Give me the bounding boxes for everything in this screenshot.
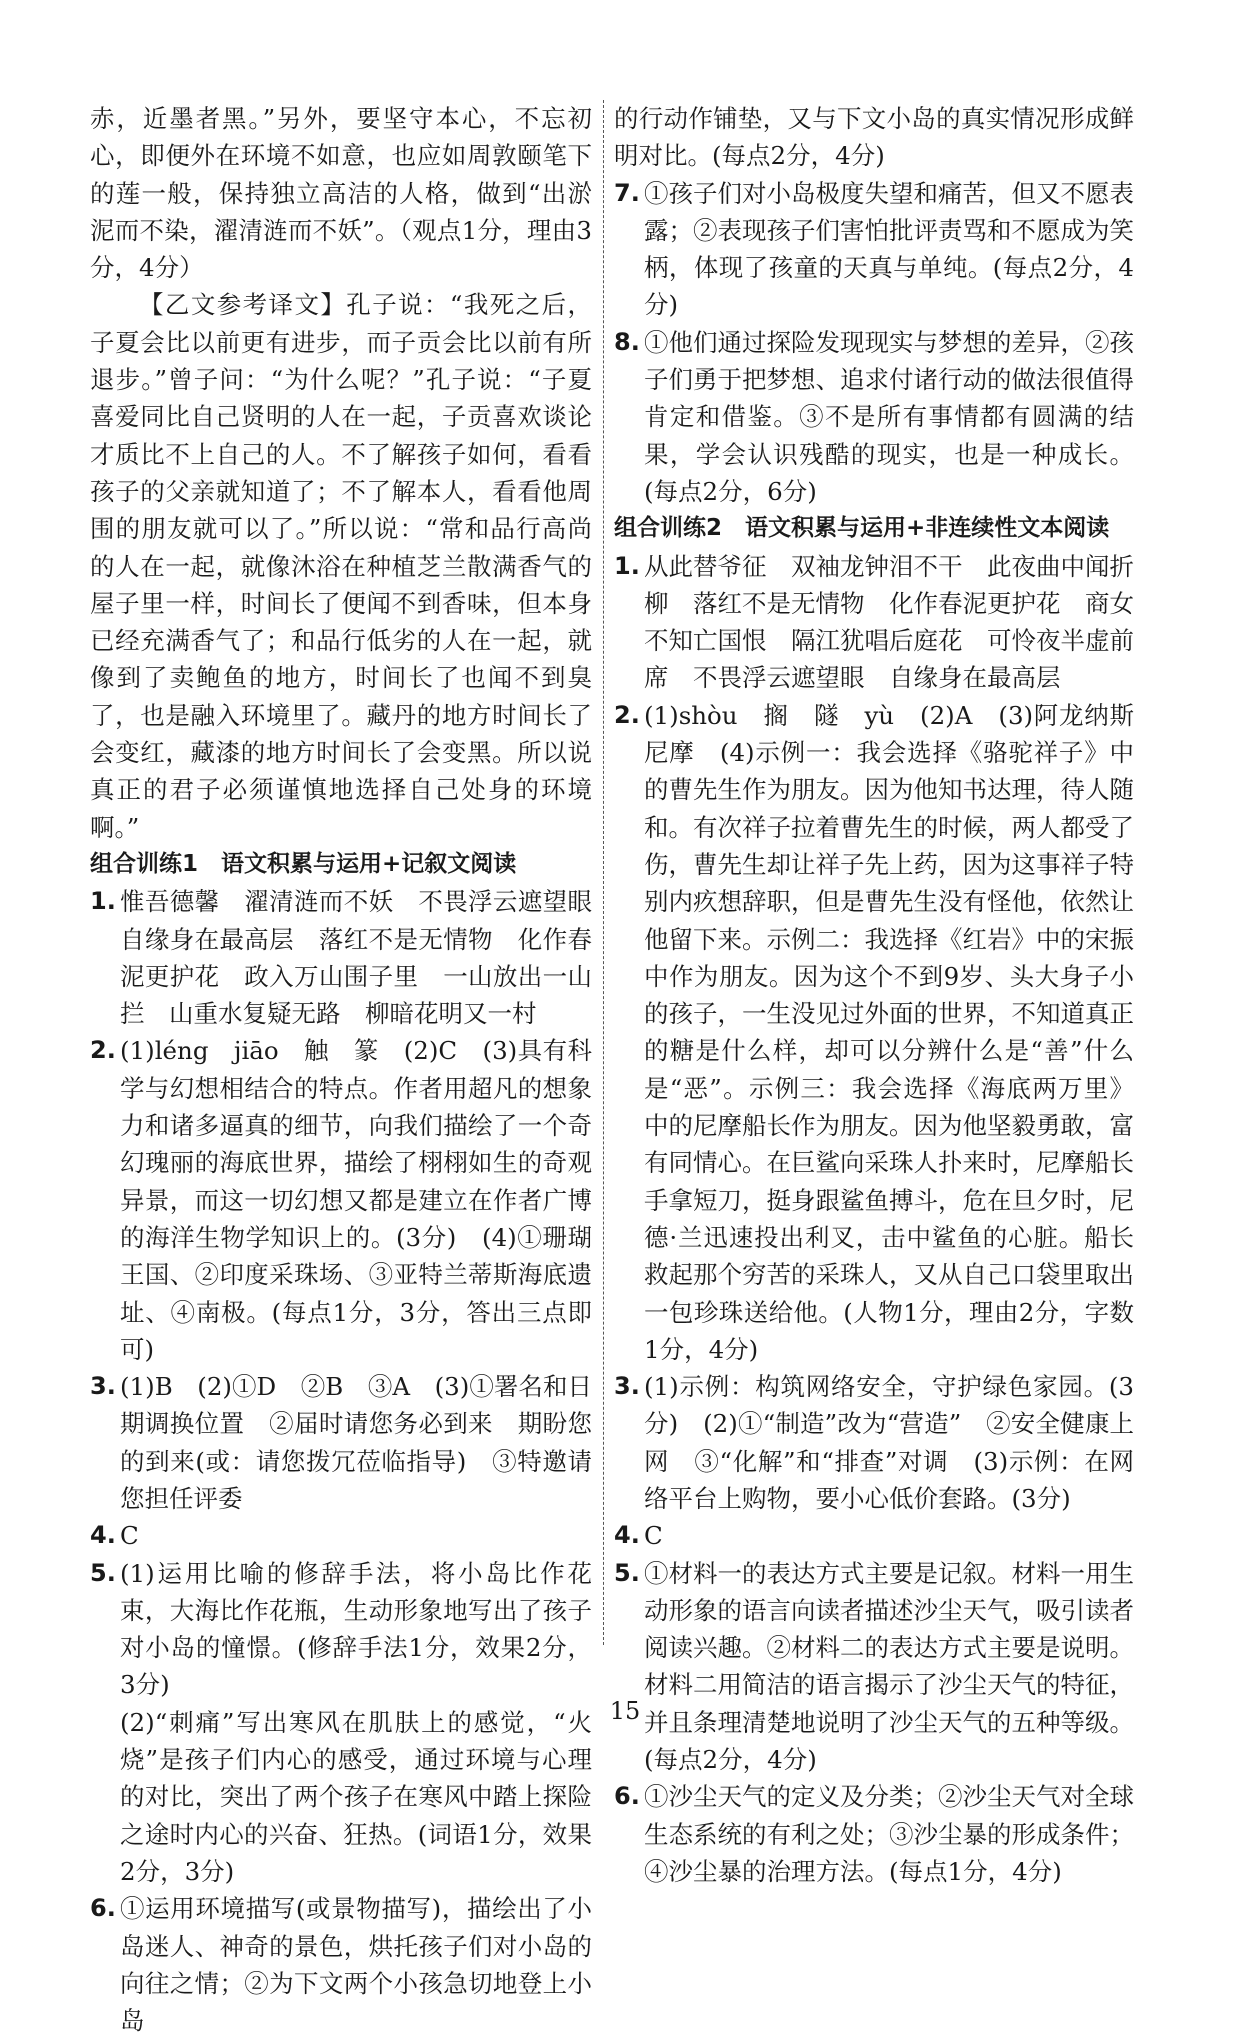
- answer-item: [614, 1517, 1134, 1554]
- answer-number: 4.: [614, 1521, 640, 1550]
- section-title-2: 组合训练2 语文积累与运用+非连续性文本阅读: [614, 515, 1110, 542]
- answer-number: 2.: [90, 1036, 116, 1065]
- right-column: [614, 100, 1159, 1890]
- answer-item: [90, 1517, 592, 1554]
- answer-number: 3.: [614, 1372, 640, 1401]
- page-number: 15: [609, 1697, 641, 1725]
- answer-number: 3.: [90, 1372, 116, 1401]
- answer-text: ①他们通过探险发现现实与梦想的差异，②孩子们勇于把梦想、追求付诸行动的做法很值得肯定和借鉴。③不是所有事情都有圆满的结果，学会认识残酷的现实，也是一种成长。(每点2分，6分): [644, 327, 1134, 506]
- continuation-text: 的行动作铺垫，又与下文小岛的真实情况形成鲜明对比。(每点2分，4分): [614, 104, 1134, 171]
- column-divider: [603, 100, 604, 1645]
- answer-list: [614, 175, 1134, 511]
- translation-text: 【乙文参考译文】孔子说：“我死之后，子夏会比以前更有进步，而子贡会比以前有所退步。”曾子问：“为什么呢？”孔子说：“子夏喜爱同比自己贤明的人在一起，子贡喜欢谈论才质比不上自己的人。不了解孩子如何，看看孩子的父亲就知道了；不了解本人，看看他周围的朋友就可以了。”所以说：“常和品行高尚的人在一起，就像沐浴在种植芝兰散满香气的屋子里一样，时间长了便闻不到香味，但本身已经充满香气了；和品行低劣的人在一起，就像到了卖鲍鱼的地方，时间长了也闻不到臭了，也是融入环境里了。藏丹的地方时间长了会变红，藏漆的地方时间长了会变黑。所以说真正的君子必须谨慎地选择自己处身的环境啊。”: [90, 290, 592, 842]
- answer-number: 8.: [614, 327, 640, 356]
- answer-text: ①孩子们对小岛极度失望和痛苦，但又不愿表露；②表现孩子们害怕批评责骂和不愿成为笑柄，体现了孩童的天真与单纯。(每点2分，4分): [644, 178, 1134, 320]
- answer-item: [614, 324, 1134, 510]
- answer-number: 6.: [614, 1782, 640, 1811]
- answer-item: [614, 1778, 1134, 1890]
- answer-text: C: [120, 1521, 139, 1551]
- answer-text: ①沙尘天气的定义及分类；②沙尘天气对全球生态系统的有利之处；③沙尘暴的形成条件；④沙尘暴的治理方法。(每点1分，4分): [644, 1782, 1134, 1886]
- answer-text-part: (2)“刺痛”写出寒风在肌肤上的感觉，“火烧”是孩子们内心的感受，通过环境与心理的对比，突出了两个孩子在寒风中踏上探险之途时内心的兴奋、狂热。(词语1分，效果2分，3分): [120, 1707, 592, 1886]
- answer-number: 5.: [614, 1558, 640, 1587]
- answer-list: [90, 883, 617, 2039]
- answer-item: [614, 175, 1134, 324]
- answer-text: C: [644, 1521, 663, 1551]
- answer-item: [90, 1032, 592, 1368]
- answer-item: [614, 548, 1134, 697]
- answer-text: (1)shòu 搁 隧 yù (2)A (3)阿龙纳斯 尼摩 (4)示例一：我会选择《骆驼祥子》中的曹先生作为朋友。因为他知书达理，待人随和。有次祥子拉着曹先生的时候，两人都受了伤，曹先生却让祥子先上药，因为这事祥子特别内疚想辞职，但是曹先生没有怪他，依然让他留下来。示例二：我选择《红岩》中的宋振中作为朋友。因为这个不到9岁、头大身子小的孩子，一生没见过外面的世界，不知道真正的糖是什么样，却可以分辨什么是“善”什么是“恶”。示例三：我会选择《海底两万里》中的尼摩船长作为朋友。因为他坚毅勇敢，富有同情心。在巨鲨向采珠人扑来时，尼摩船长手拿短刀，挺身跟鲨鱼搏斗，危在旦夕时，尼德·兰迅速投出利叉，击中鲨鱼的心脏。船长救起那个穷苦的采珠人，又从自己口袋里取出一包珍珠送给他。(人物1分，理由2分，字数1分，4分): [644, 700, 1159, 1364]
- answer-text: (1)B (2)①D ②B ③A (3)①署名和日期调换位置 ②届时请您务必到来 期盼您的到来(或：请您拨冗莅临指导) ③特邀请您担任评委: [120, 1372, 592, 1513]
- answer-text: ①运用环境描写(或景物描写)，描绘出了小岛迷人、神奇的景色，烘托孩子们对小岛的向往之情；②为下文两个小孩急切地登上小岛: [120, 1894, 592, 2036]
- answer-number: 4.: [90, 1521, 116, 1550]
- answer-text: 惟吾德馨 濯清涟而不妖 不畏浮云遮望眼 自缘身在最高层 落红不是无情物 化作春泥更护花 政入万山围子里 一山放出一山拦 山重水复疑无路 柳暗花明又一村: [120, 887, 617, 1029]
- continuation-text: 赤，近墨者黑。”另外，要坚守本心，不忘初心，即便外在环境不如意，也应如周敦颐笔下的莲一般，保持独立高洁的人格，做到“出淤泥而不染，濯清涟而不妖”。（观点1分，理由3分，4分）: [90, 104, 592, 283]
- answer-item: [614, 697, 1159, 1368]
- answer-text: ①材料一的表达方式主要是记叙。材料一用生动形象的语言向读者描述沙尘天气，吸引读者阅读兴趣。②材料二的表达方式主要是说明。材料二用简洁的语言揭示了沙尘天气的特征，并且条理清楚地说明了沙尘天气的五种等级。(每点2分，4分): [644, 1558, 1134, 1775]
- answer-item: [90, 1368, 592, 1517]
- answer-number: 5.: [90, 1558, 116, 1587]
- answer-text: (1)示例：构筑网络安全，守护绿色家园。(3分) (2)①“制造”改为“营造” ②安全健康上网 ③“化解”和“排查”对调 (3)示例：在网络平台上购物，要小心低价套路。(3分): [644, 1372, 1134, 1513]
- section-title-1: 组合训练1 语文积累与运用+记叙文阅读: [90, 850, 517, 877]
- answer-number: 1.: [90, 887, 116, 916]
- answer-item: [90, 1890, 592, 2039]
- answer-number: 7.: [614, 178, 640, 207]
- answer-text-part: (1)运用比喻的修辞手法，将小岛比作花束，大海比作花瓶，生动形象地写出了孩子对小岛的憧憬。(修辞手法1分，效果2分，3分): [120, 1558, 592, 1700]
- answer-text: 从此替爷征 双袖龙钟泪不干 此夜曲中闻折柳 落红不是无情物 化作春泥更护花 商女不知亡国恨 隔江犹唱后庭花 可怜夜半虚前席 不畏浮云遮望眼 自缘身在最高层: [644, 551, 1134, 693]
- answer-item: [614, 1555, 1134, 1779]
- answer-item: [614, 1368, 1134, 1517]
- left-column: [90, 100, 617, 2039]
- answer-number: 6.: [90, 1894, 116, 1923]
- answer-number: 2.: [614, 700, 640, 729]
- answer-text: (1)léng jiāo 触 篆 (2)C (3)具有科学与幻想相结合的特点。作者用超凡的想象力和诸多逼真的细节，向我们描绘了一个奇幻瑰丽的海底世界，描绘了栩栩如生的奇观异景，而这一切幻想又都是建立在作者广博的海洋生物学知识上的。(3分) (4)①珊瑚王国、②印度采珠场、③亚特兰蒂斯海底遗址、④南极。(每点1分，3分，答出三点即可): [120, 1036, 592, 1364]
- answer-list: [614, 548, 1159, 1891]
- answer-item: [90, 883, 617, 1032]
- answer-number: 1.: [614, 551, 640, 580]
